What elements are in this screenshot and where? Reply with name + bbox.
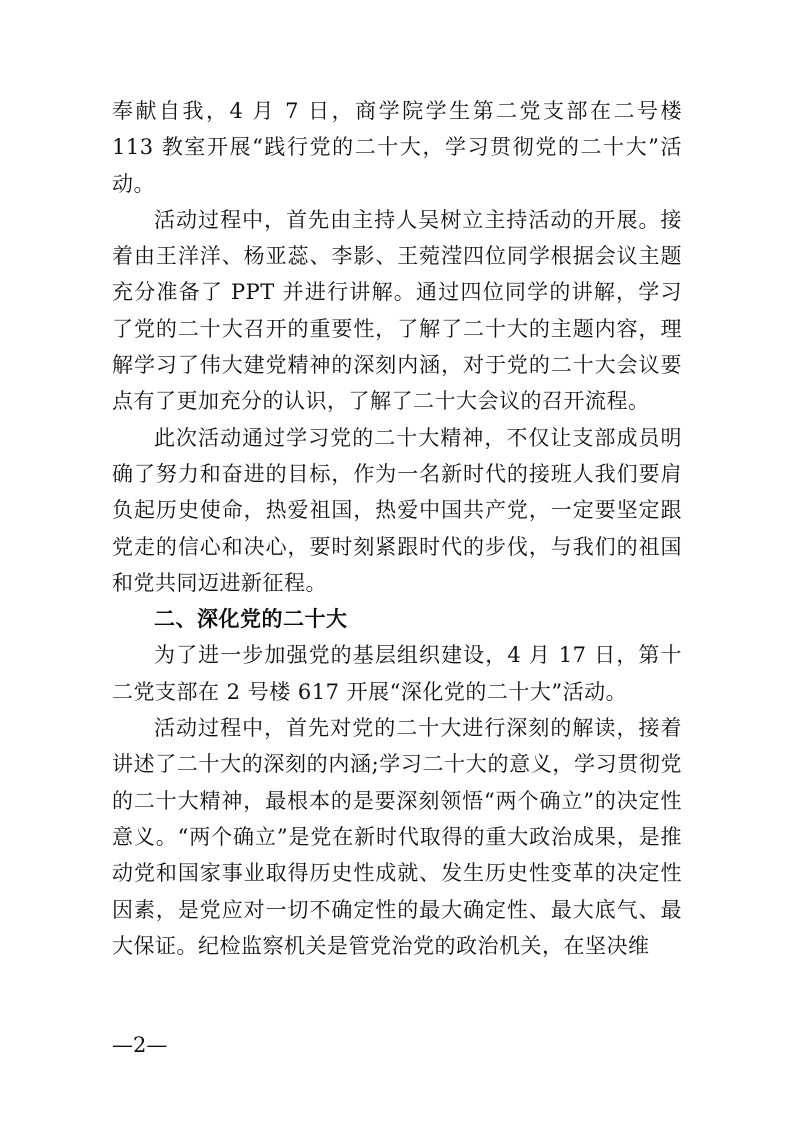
paragraph-section-process: 活动过程中，首先对党的二十大进行深刻的解读，接着讲述了二十大的深刻的内涵;学习二十大的意义，学习贯彻党的二十大精神，最根本的是要深刻领悟“两个确立”的决定性意义。“两个确立”是党在新时代取得的重大政治成果，是推动党和国家事业取得历史性成就、发生历史性变革的决定性因素，是党应对一切不确定性的最大确定性、最大底气、最大保证。纪检监察机关是管党治党的政治机关，在坚决维 — [112, 716, 682, 958]
paragraph-section-intro: 为了进一步加强党的基层组织建设，4 月 17 日，第十二党支部在 2 号楼 617 开展“深化党的二十大”活动。 — [112, 643, 682, 704]
section-heading: 二、深化党的二十大 — [154, 607, 348, 632]
paragraph-continuation: 奉献自我，4 月 7 日，商学院学生第二党支部在二号楼 113 教室开展“践行党的二十大，学习贯彻党的二十大”活动。 — [112, 99, 682, 196]
paragraph-activity-process: 活动过程中，首先由主持人吴树立主持活动的开展。接着由王洋洋、杨亚蕊、李影、王菀滢四位同学根据会议主题充分准备了 PPT 并进行讲解。通过四位同学的讲解，学习了党的二十大召开的重要性，了解了二十大的主题内容，理解学习了伟大建党精神的深刻内涵，对于党的二十大会议要点有了更加充分的认识，了解了二十大会议的召开流程。 — [112, 207, 682, 414]
paragraph-activity-summary: 此次活动通过学习党的二十大精神，不仅让支部成员明确了努力和奋进的目标，作为一名新时代的接班人我们要肩负起历史使命，热爱祖国，热爱中国共产党，一定要坚定跟党走的信心和决心，要时刻紧跟时代的步伐，与我们的祖国和党共同迈进新征程。 — [112, 425, 682, 595]
page-number: —2— — [112, 1033, 168, 1057]
document-body — [112, 93, 682, 964]
